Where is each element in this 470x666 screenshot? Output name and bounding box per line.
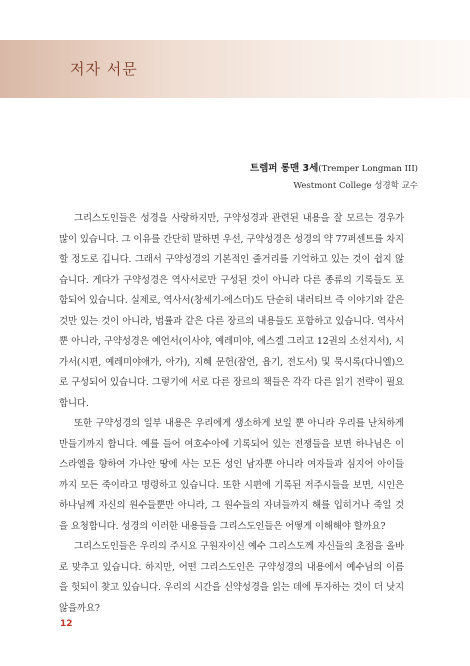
author-name [118, 160, 418, 174]
paragraph-3: 그리스도인들은 우리의 주시요 구원자이신 예수 그리스도께 자신들의 초점을 올바로 맞추고 있습니다. 하지만, 어떤 그리스도인은 구약성경의 내용에서 예수님의 이름을 헛되이 찾고 있습니다. 우리의 시간을 신약성경을 읽는 데에 투자하는 것이 더 낫지 않을까요? [59, 541, 404, 614]
author-affiliation: Westmont College 성경학 교수 [293, 181, 418, 191]
preface-body [59, 209, 404, 619]
page-number: 12 [60, 619, 73, 629]
author-name-latin: (Tremper Longman III) [318, 164, 418, 174]
paragraph-2: 또한 구약성경의 일부 내용은 우리에게 생소하게 보일 뿐 아니라 우리를 난처하게 만들기까지 합니다. 예를 들어 여호수아에 기록되어 있는 전쟁들을 보면 하나님은 이스라엘을 향하여 가나안 땅에 사는 모든 성인 남자뿐 아니라 여자들과 심지어 아이들까지 모든 죽이라고 명령하고 있습니다. 또한 시편에 기록된 저주시들을 보면, 시인은 하나님께 자신의 원수들뿐만 아니라, 그 원수들의 자녀들까지 해를 입히거나 죽일 것을 요청합니다. 성경의 이러한 내용들을 그리스도인들은 어떻게 이해해야 할까요? [59, 418, 404, 532]
author-block [118, 160, 418, 191]
page-title: 저자 서문 [70, 60, 138, 78]
paragraph-1: 그리스도인들은 성경을 사랑하지만, 구약성경과 관련된 내용을 잘 모르는 경우가 많이 있습니다. 그 이유를 간단히 말하면 우선, 구약성경은 성경의 약 77퍼센트를 차지할 정도로 깁니다. 그래서 구약성경의 기본적인 줄거리를 기억하고 있는 것이 쉽지 않습니다. 게다가 구약성경은 역사서로만 구성된 것이 아니라 다른 종류의 기록들도 포함되어 있습니다. 실제로, 역사서(창세기-에스더)도 단순히 내러티브 즉 이야기와 같은 것만 있는 것이 아니라, 법률과 같은 다른 장르의 내용들도 포함하고 있습니다. 역사서뿐 아니라, 구약성경은 예언서(이사야, 예레미야, 에스겔 그리고 12권의 소선지서), 시가서(시편, 예레미야애가, 아가), 지혜 문헌(잠언, 욥기, 전도서) 및 묵시록(다니엘)으로 구성되어 있습니다. 그렇기에 서로 다른 장르의 책들은 각각 다른 읽기 전략이 필요합니다. [59, 213, 404, 409]
author-name-korean: 트렘퍼 롱맨 3세 [249, 163, 319, 174]
